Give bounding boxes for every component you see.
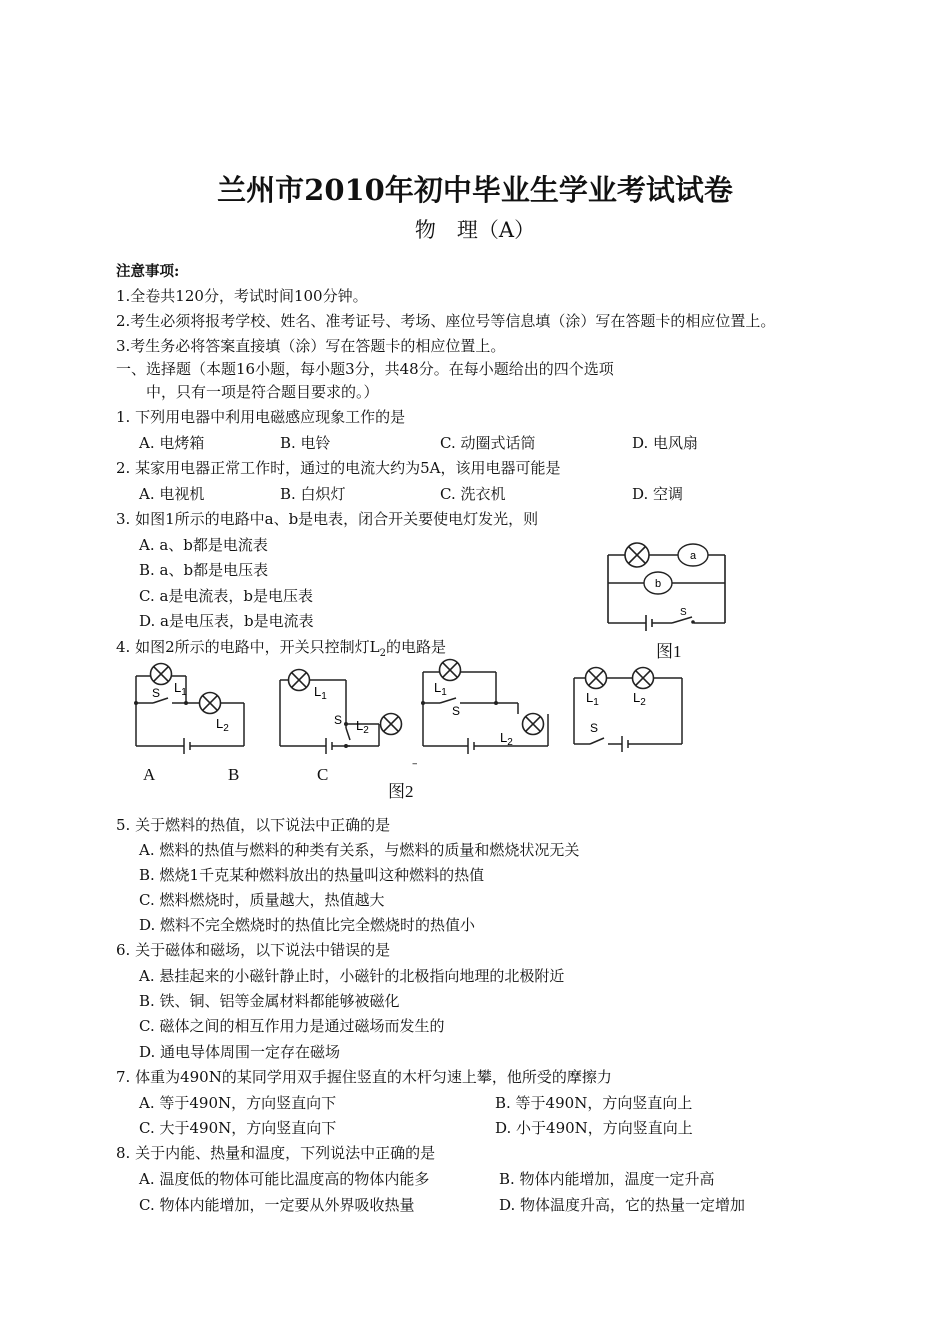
figure-1-caption: 图1 xyxy=(656,642,682,661)
q1-option-d: D. 电风扇 xyxy=(632,434,699,452)
figure-2-circuits xyxy=(128,658,688,754)
meter-a-label: a xyxy=(689,550,697,562)
q4-option-b: B xyxy=(228,765,240,784)
lamp-icon xyxy=(151,664,172,685)
lamp-icon xyxy=(200,693,221,714)
lamp1-label: $L_1$ xyxy=(434,680,447,698)
switch-label: S xyxy=(452,704,461,718)
q3-stem: 3. 如图1所示的电路中a、b是电表，闭合开关要使电灯发光，则 xyxy=(116,510,539,528)
lamp2-label: $L_2$ xyxy=(500,730,513,748)
q5-option-b: B. 燃烧1千克某种燃料放出的热量叫这种燃料的热值 xyxy=(139,866,485,884)
q7-option-c: C. 大于490N，方向竖直向下 xyxy=(139,1119,337,1137)
q1-option-b: B. 电铃 xyxy=(280,434,331,452)
notice-item-2: 2.考生必须将报考学校、姓名、准考证号、考场、座位号等信息填（涂）写在答题卡的相应位置上。 xyxy=(116,312,776,330)
lamp-icon xyxy=(586,668,607,689)
section1-line2: 中，只有一项是符合题目要求的。） xyxy=(146,383,379,401)
q8-option-a: A. 温度低的物体可能比温度高的物体内能多 xyxy=(139,1170,430,1188)
q5-option-a: A. 燃料的热值与燃料的种类有关系，与燃料的质量和燃烧状况无关 xyxy=(139,841,580,859)
q4-stem: 4. 如图2所示的电路中，开关只控制灯$L_2$的电路是 xyxy=(116,638,446,659)
q7-stem: 7. 体重为490N的某同学用双手握住竖直的木杆匀速上攀，他所受的摩擦力 xyxy=(116,1068,612,1086)
exam-subject: 物 理（A） xyxy=(414,218,536,242)
q2-stem: 2. 某家用电器正常工作时，通过的电流大约为5A，该用电器可能是 xyxy=(116,459,561,477)
q2-option-a: A. 电视机 xyxy=(139,485,205,503)
lamp1-label: $L_1$ xyxy=(314,684,327,702)
figure-2-caption: 图2 xyxy=(388,782,414,801)
q6-stem: 6. 关于磁体和磁场，以下说法中错误的是 xyxy=(116,941,391,959)
q6-option-d: D. 通电导体周围一定存在磁场 xyxy=(139,1043,341,1061)
q8-option-c: C. 物体内能增加，一定要从外界吸收热量 xyxy=(139,1196,415,1214)
q1-option-c: C. 动圈式话筒 xyxy=(440,434,536,452)
q2-option-c: C. 洗衣机 xyxy=(440,485,506,503)
q4-option-a: A xyxy=(143,765,156,784)
q3-option-a: A. a、b都是电流表 xyxy=(139,536,268,554)
q8-option-b: B. 物体内能增加，温度一定升高 xyxy=(499,1170,715,1188)
figure-1-circuit xyxy=(600,533,730,633)
exam-title: 兰州市2010年初中毕业生学业考试试卷 xyxy=(217,173,733,207)
switch-label: S xyxy=(590,721,599,735)
q6-option-c: C. 磁体之间的相互作用力是通过磁场而发生的 xyxy=(139,1017,445,1035)
lamp-icon xyxy=(381,714,402,735)
lamp-icon xyxy=(633,668,654,689)
q4-option-c: C xyxy=(317,765,329,784)
q5-option-c: C. 燃料燃烧时，质量越大，热值越大 xyxy=(139,891,385,909)
lamp-icon xyxy=(625,543,649,567)
q6-option-a: A. 悬挂起来的小磁针静止时，小磁针的北极指向地理的北极附近 xyxy=(139,967,565,985)
lamp-icon xyxy=(523,714,544,735)
notice-item-3: 3.考生务必将答案直接填（涂）写在答题卡的相应位置上。 xyxy=(116,337,506,355)
q3-option-b: B. a、b都是电压表 xyxy=(139,561,269,579)
q5-option-d: D. 燃料不完全燃烧时的热值比完全燃烧时的热值小 xyxy=(139,916,476,934)
q2-option-b: B. 白炽灯 xyxy=(280,485,346,503)
lamp-icon xyxy=(440,660,461,681)
q3-option-c: C. a是电流表，b是电压表 xyxy=(139,587,314,605)
q2-option-d: D. 空调 xyxy=(632,485,684,503)
q7-option-a: A. 等于490N，方向竖直向下 xyxy=(139,1094,337,1112)
q5-stem: 5. 关于燃料的热值，以下说法中正确的是 xyxy=(116,816,391,834)
q7-option-b: B. 等于490N，方向竖直向上 xyxy=(495,1094,693,1112)
q7-option-d: D. 小于490N，方向竖直向上 xyxy=(495,1119,693,1137)
q3-option-d: D. a是电压表，b是电流表 xyxy=(139,612,314,630)
section1-line1: 一、选择题（本题16小题，每小题3分，共48分。在每小题给出的四个选项 xyxy=(116,360,614,378)
lamp1-label: $L_1$ xyxy=(174,680,187,698)
q4-option-d-mark: – xyxy=(412,757,418,770)
lamp2-label: $L_2$ xyxy=(633,690,646,708)
lamp-icon xyxy=(289,670,310,691)
switch-label: S xyxy=(152,686,161,700)
q1-option-a: A. 电烤箱 xyxy=(139,434,205,452)
q8-stem: 8. 关于内能、热量和温度，下列说法中正确的是 xyxy=(116,1144,436,1162)
q8-option-d: D. 物体温度升高，它的热量一定增加 xyxy=(499,1196,746,1214)
switch-label: S xyxy=(680,607,687,618)
q1-stem: 1. 下列用电器中利用电磁感应现象工作的是 xyxy=(116,408,406,426)
lamp2-label: $L_2$ xyxy=(356,718,369,736)
notice-item-1: 1.全卷共120分，考试时间100分钟。 xyxy=(116,287,368,305)
switch-label: S xyxy=(334,713,343,727)
lamp1-label: $L_1$ xyxy=(586,690,599,708)
meter-b-label: b xyxy=(654,578,662,590)
lamp2-label: $L_2$ xyxy=(216,716,229,734)
notice-heading: 注意事项: xyxy=(116,263,180,280)
q6-option-b: B. 铁、铜、铝等金属材料都能够被磁化 xyxy=(139,992,400,1010)
